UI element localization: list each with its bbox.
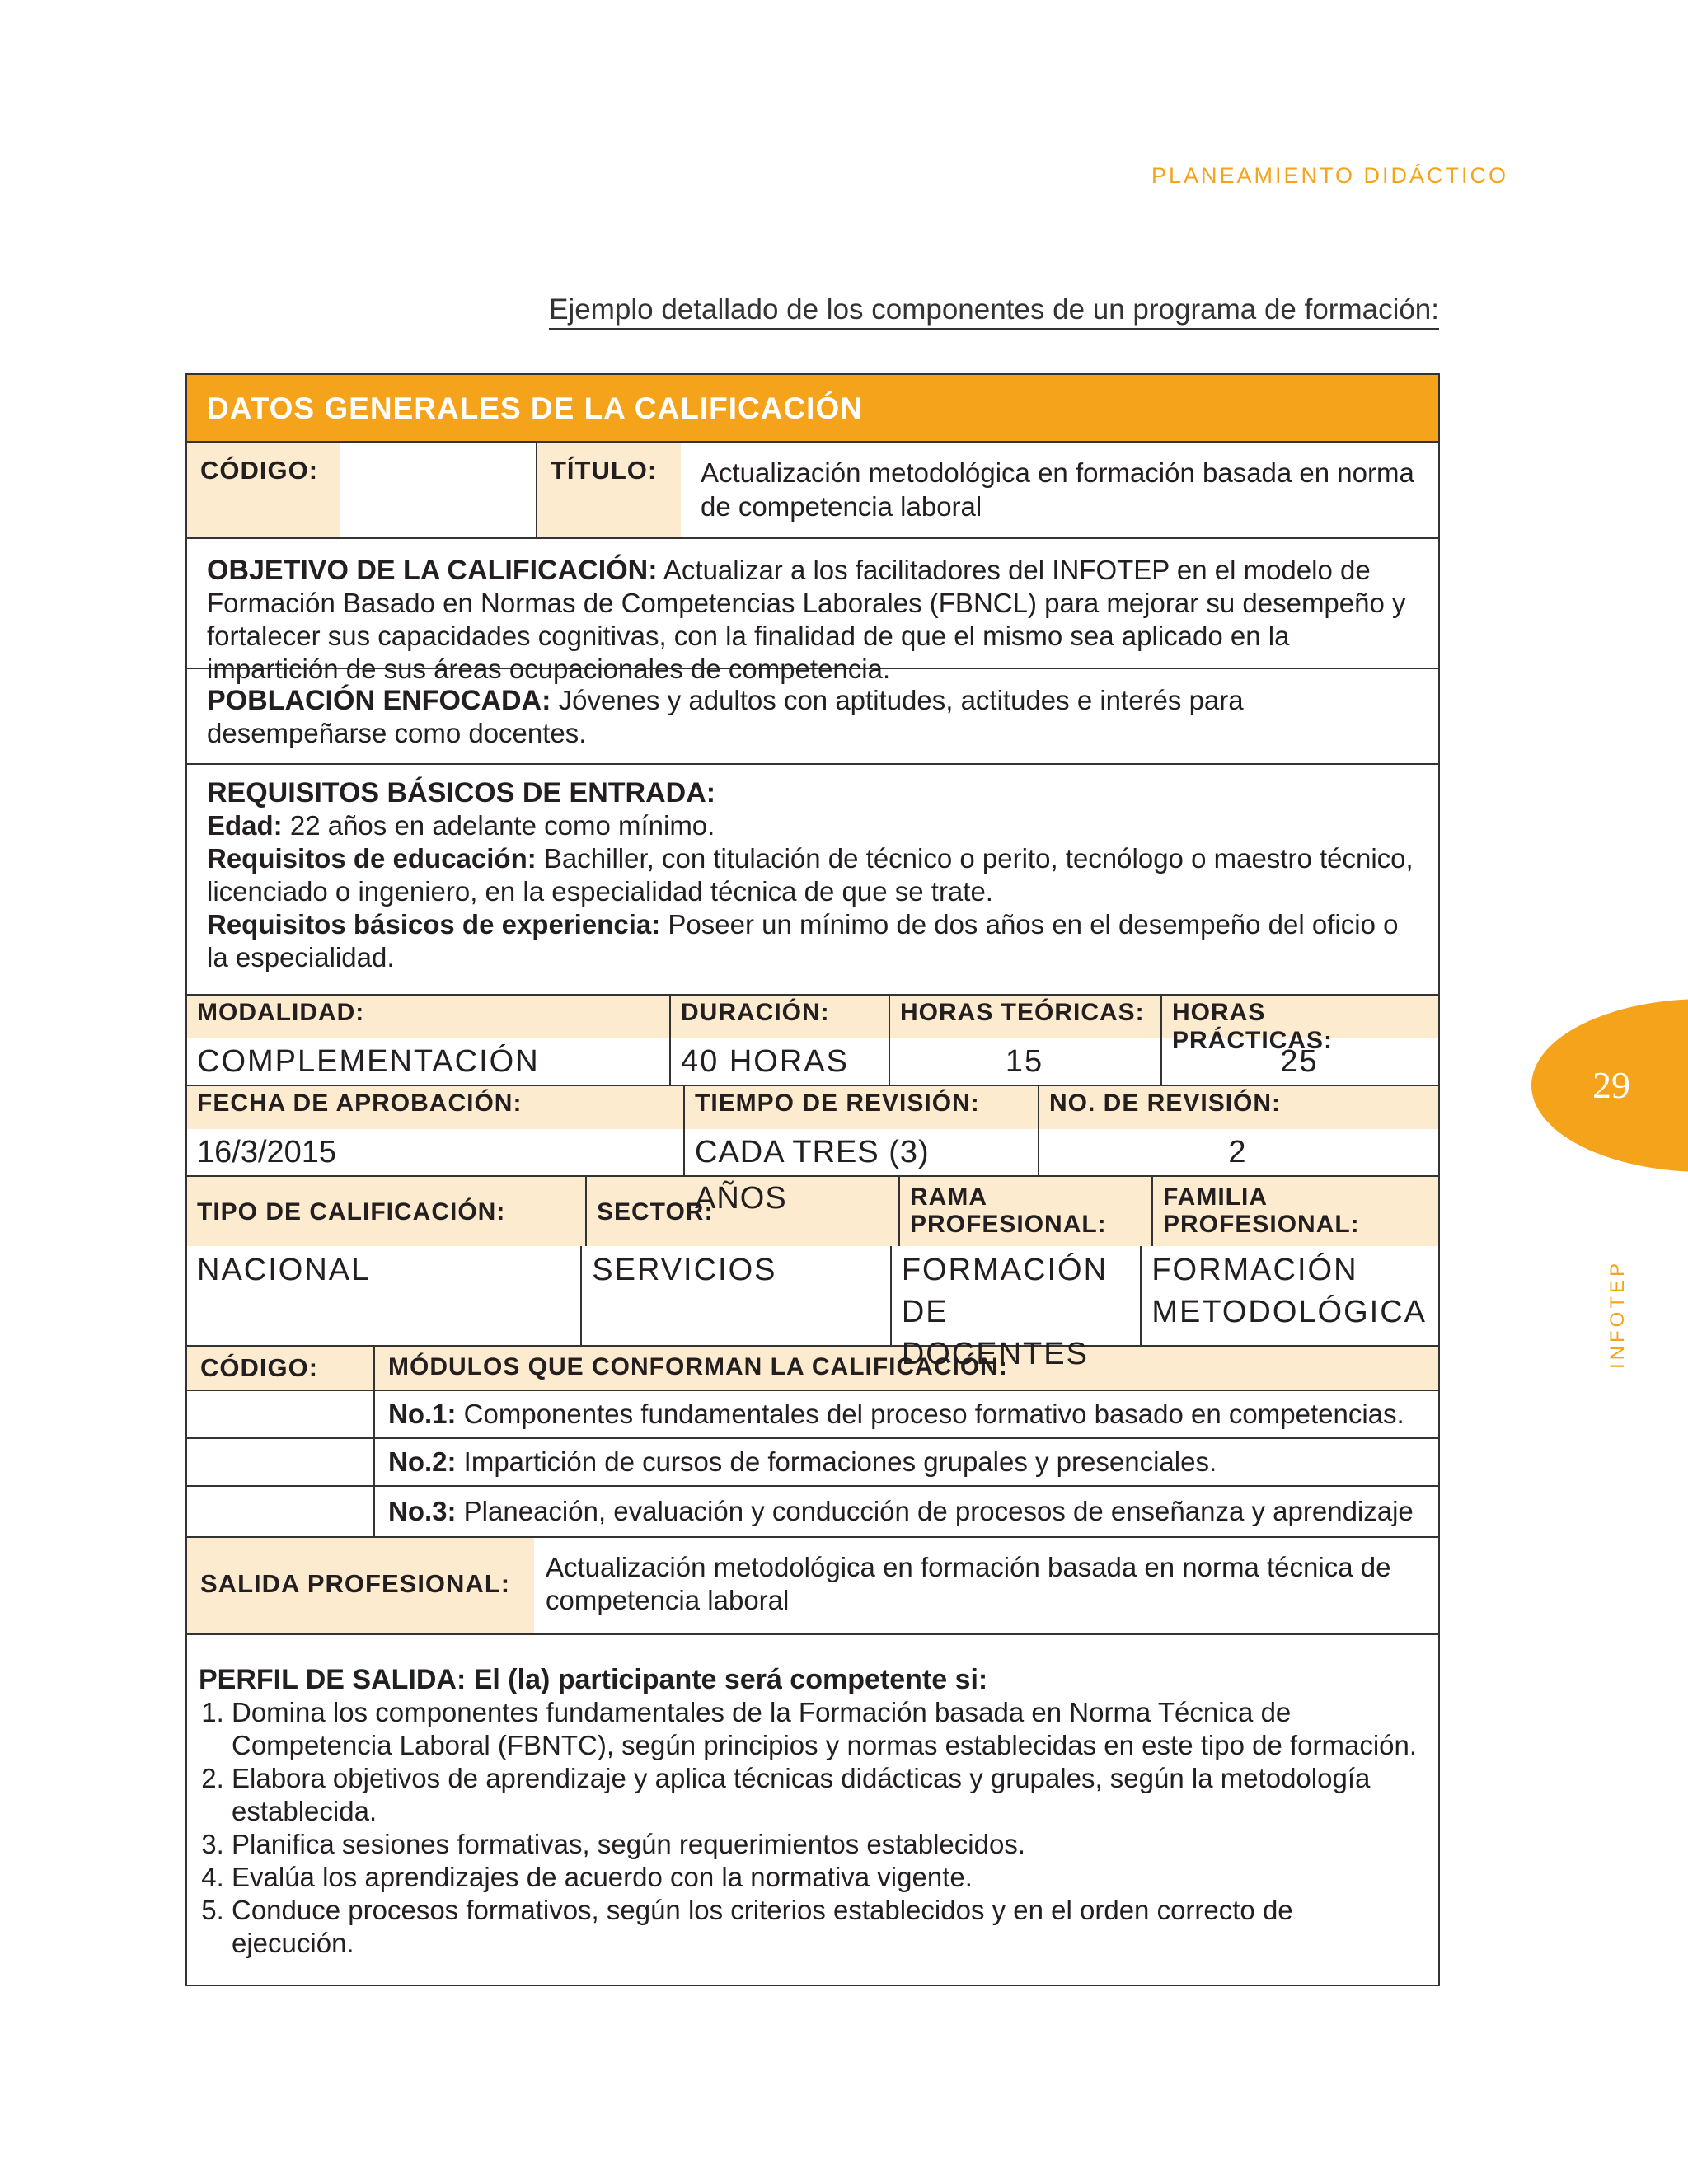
perfil-section bbox=[187, 1635, 1438, 1985]
objetivo-section bbox=[187, 539, 1438, 684]
no-revision-value: 2 bbox=[1228, 1135, 1248, 1169]
salida-row bbox=[187, 1538, 1438, 1635]
modulo-code-cell bbox=[187, 1391, 375, 1437]
intro-caption: Ejemplo detallado de los componentes de un programa de formación: bbox=[549, 293, 1439, 330]
modulos-label: MÓDULOS QUE CONFORMAN LA CALIFICACIÓN: bbox=[388, 1353, 1008, 1380]
calificacion-form bbox=[185, 373, 1440, 1986]
perfil-item: 2. Elabora objetivos de aprendizaje y aplica técnicas didácticas y grupales, según la metodología establecida. bbox=[232, 1762, 1422, 1828]
perfil-label: PERFIL DE SALIDA: El (la) participante será competente si: bbox=[199, 1664, 988, 1695]
teoricas-label: HORAS TEÓRICAS: bbox=[890, 996, 1162, 1038]
salida-label: SALIDA PROFESIONAL: bbox=[187, 1538, 534, 1633]
tipo-value: NACIONAL bbox=[187, 1246, 582, 1345]
requisitos-section bbox=[187, 765, 1438, 996]
rama-label-line-2: PROFESIONAL: bbox=[910, 1211, 1107, 1238]
modulos-codigo-label: CÓDIGO: bbox=[187, 1347, 375, 1390]
modulo-text: No.1: Componentes fundamentales del proceso formativo basado en competencias. bbox=[388, 1399, 1404, 1429]
poblacion-text: Jóvenes y adultos con aptitudes, actitudes e interés para desempeñarse como docentes. bbox=[207, 685, 1244, 748]
sector-value: SERVICIOS bbox=[582, 1246, 892, 1345]
edad-label: Edad: bbox=[207, 810, 283, 841]
objetivo-text: Actualizar a los facilitadores del INFOTEP en el modelo de Formación Basado en Normas de Competencias Laborales (FBNCL) para mejorar su desempeño y fortalecer sus capacidades cognitivas, con la finalidad de que el mismo sea aplicado en la impartición de sus áreas ocupacionales de competencia. bbox=[207, 555, 1406, 684]
edad-text: 22 años en adelante como mínimo. bbox=[289, 810, 715, 841]
educacion-line bbox=[207, 842, 1418, 908]
perfil-item: 4. Evalúa los aprendizajes de acuerdo con la normativa vigente. bbox=[232, 1861, 1422, 1894]
familia-label-line-2: PROFESIONAL: bbox=[1163, 1211, 1360, 1238]
modulo-row bbox=[187, 1487, 1438, 1538]
modalidad-grid bbox=[187, 996, 1438, 1086]
form-title: DATOS GENERALES DE LA CALIFICACIÓN bbox=[187, 375, 1438, 443]
experiencia-line bbox=[207, 908, 1418, 974]
codigo-value bbox=[340, 443, 537, 537]
familia-value-line-1: FORMACIÓN bbox=[1151, 1253, 1358, 1287]
requisitos-label: REQUISITOS BÁSICOS DE ENTRADA: bbox=[207, 777, 716, 808]
duracion-value: 40 HORAS bbox=[671, 1038, 890, 1085]
tipo-label: TIPO DE CALIFICACIÓN: bbox=[187, 1177, 587, 1246]
rama-value-line-1: FORMACIÓN bbox=[901, 1253, 1109, 1287]
fecha-value: 16/3/2015 bbox=[187, 1129, 685, 1175]
objetivo-label: OBJETIVO DE LA CALIFICACIÓN: bbox=[207, 555, 658, 586]
practicas-value: 25 bbox=[1280, 1044, 1319, 1079]
rama-label-line-1: RAMA bbox=[910, 1183, 987, 1211]
familia-value bbox=[1142, 1246, 1438, 1345]
familia-label bbox=[1153, 1177, 1438, 1246]
perfil-item: 1. Domina los componentes fundamentales de la Formación basada en Norma Técnica de Competencia Laboral (FBNTC), según principios y normas establecidas en este tipo de formación. bbox=[232, 1696, 1422, 1762]
modalidad-label: MODALIDAD: bbox=[187, 996, 671, 1038]
perfil-item: 5. Conduce procesos formativos, según los criterios establecidos y en el orden correcto de ejecución. bbox=[232, 1894, 1422, 1960]
edad-line bbox=[207, 809, 1418, 842]
no-revision-label: NO. DE REVISIÓN: bbox=[1049, 1090, 1282, 1117]
tiempo-value: CADA TRES (3) AÑOS bbox=[685, 1129, 1039, 1175]
salida-value: Actualización metodológica en formación basada en norma técnica de competencia laboral bbox=[546, 1552, 1391, 1615]
fecha-label: FECHA DE APROBACIÓN: bbox=[187, 1086, 685, 1129]
codigo-titulo-row bbox=[187, 443, 1438, 539]
running-head: PLANEAMIENTO DIDÁCTICO bbox=[1151, 163, 1508, 188]
practicas-label: HORAS PRÁCTICAS: bbox=[1172, 999, 1333, 1054]
familia-value-line-2: METODOLÓGICA bbox=[1151, 1295, 1427, 1329]
tiempo-label: TIEMPO DE REVISIÓN: bbox=[685, 1086, 1039, 1129]
educacion-label: Requisitos de educación: bbox=[207, 843, 537, 874]
sector-label: SECTOR: bbox=[587, 1177, 900, 1246]
poblacion-section bbox=[187, 669, 1438, 765]
teoricas-value: 15 bbox=[890, 1038, 1162, 1085]
rama-label bbox=[900, 1177, 1153, 1246]
modulos-header-row bbox=[187, 1347, 1438, 1391]
titulo-value: Actualización metodológica en formación basada en norma de competencia laboral bbox=[701, 457, 1414, 522]
page-number: 29 bbox=[1592, 1064, 1630, 1106]
modalidad-value: COMPLEMENTACIÓN bbox=[187, 1038, 671, 1085]
modulo-text: No.3: Planeación, evaluación y conducción de procesos de enseñanza y aprendizaje bbox=[388, 1496, 1414, 1526]
familia-label-line-1: FAMILIA bbox=[1163, 1183, 1268, 1211]
modulo-code-cell bbox=[187, 1439, 375, 1485]
codigo-label: CÓDIGO: bbox=[187, 443, 340, 537]
modulo-row bbox=[187, 1391, 1438, 1439]
modulo-text: No.2: Impartición de cursos de formaciones grupales y presenciales. bbox=[388, 1446, 1217, 1477]
experiencia-text: Poseer un mínimo de dos años en el desempeño del oficio o la especialidad. bbox=[207, 909, 1399, 972]
duracion-label: DURACIÓN: bbox=[671, 996, 890, 1038]
side-label bbox=[1606, 1240, 1630, 1389]
rama-value-line-2: DE DOCENTES bbox=[901, 1295, 1089, 1371]
educacion-text: Bachiller, con titulación de técnico o perito, tecnólogo o maestro técnico, licenciado o ingeniero, en la especialidad técnica de que se trate. bbox=[207, 843, 1414, 907]
rama-value bbox=[892, 1246, 1142, 1371]
poblacion-label: POBLACIÓN ENFOCADA: bbox=[207, 685, 551, 716]
modulo-code-cell bbox=[187, 1487, 375, 1536]
modulo-row bbox=[187, 1439, 1438, 1487]
perfil-item: 3. Planifica sesiones formativas, según requerimientos establecidos. bbox=[232, 1828, 1422, 1861]
titulo-label: TÍTULO: bbox=[537, 443, 681, 537]
perfil-list bbox=[199, 1696, 1422, 1960]
side-label-text: INFOTEP bbox=[1606, 1259, 1629, 1370]
experiencia-label: Requisitos básicos de experiencia: bbox=[207, 909, 661, 940]
